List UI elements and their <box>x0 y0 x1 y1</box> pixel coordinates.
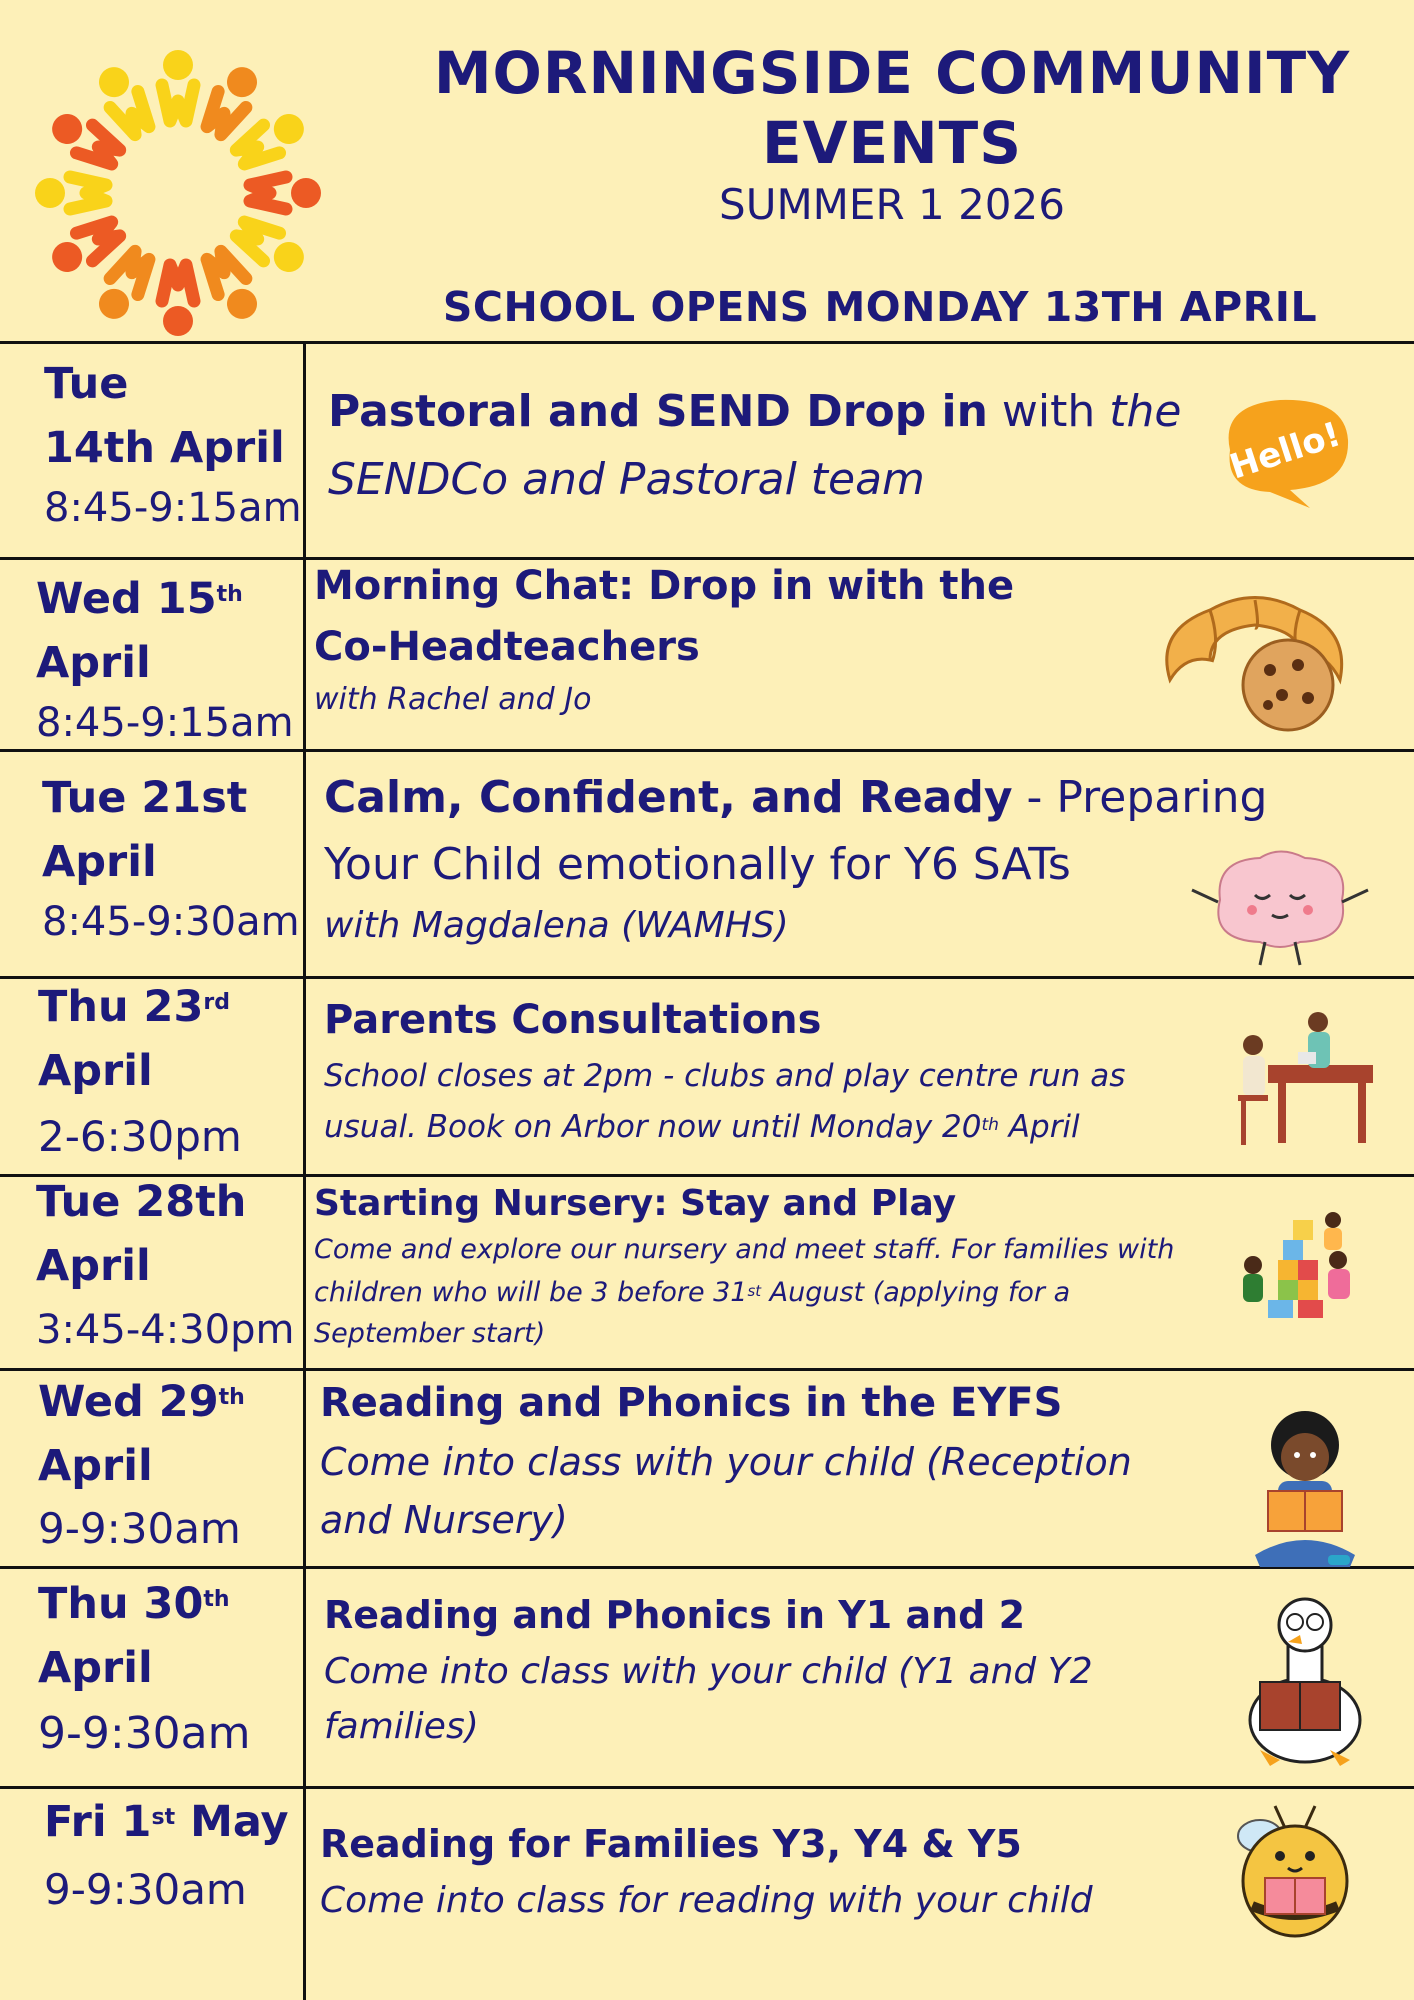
hello-speech-bubble-icon <box>1210 390 1360 510</box>
event-description-line-2: and Nursery) <box>320 1498 568 1542</box>
event-title: Reading and Phonics in the EYFS <box>320 1380 1063 1426</box>
event-time: 3:45-4:30pm <box>36 1307 295 1353</box>
event-description: with Magdalena (WAMHS) <box>324 905 789 946</box>
event-title-line-1: Morning Chat: Drop in with the <box>314 563 1015 609</box>
event-date <box>36 567 294 751</box>
event-date <box>44 352 302 536</box>
community-logo <box>28 38 328 338</box>
event-description-line-2: usual. Book on Arbor now until Monday 20th April <box>324 1109 1080 1145</box>
event-description-line-1: Come and explore our nursery and meet staff. For families with <box>314 1234 1175 1265</box>
goose-reading-icon <box>1240 1590 1370 1770</box>
parent-teacher-meeting-icon <box>1238 1010 1378 1150</box>
event-title-tail: with <box>987 386 1110 437</box>
event-day-date: April <box>36 638 151 688</box>
event-time: 2-6:30pm <box>38 1112 242 1161</box>
event-time: 9-9:30am <box>38 1708 251 1759</box>
event-day: Tue 21st <box>42 773 248 823</box>
row-divider <box>0 1786 1414 1789</box>
event-date <box>42 766 300 950</box>
event-title: Starting Nursery: Stay and Play <box>314 1183 957 1224</box>
event-date <box>44 1790 289 1926</box>
event-description-line-2: children who will be 3 before 31st August (applying for a <box>314 1277 1071 1308</box>
croissant-and-cookie-icon <box>1150 570 1360 740</box>
row-divider <box>0 1566 1414 1569</box>
event-details <box>324 1586 1224 1754</box>
event-day: Thu 30th <box>38 1579 230 1629</box>
event-day-date: April <box>36 1241 151 1291</box>
event-day: Tue 28th <box>36 1177 247 1227</box>
title-line-1: MORNINGSIDE COMMUNITY <box>433 39 1351 107</box>
event-time: 8:45-9:30am <box>42 899 300 945</box>
event-description-line-1: Come into class with your child (Y1 and Y2 <box>324 1651 1093 1692</box>
term-subtitle: SUMMER 1 2026 <box>719 180 1065 229</box>
event-time: 8:45-9:15am <box>44 485 302 531</box>
event-description: with Rachel and Jo <box>314 682 592 717</box>
event-description: Come into class for reading with your child <box>320 1880 1093 1921</box>
event-title-line-2: Co-Headteachers <box>314 624 700 670</box>
event-details <box>314 1180 1244 1354</box>
event-day: Fri 1st May <box>44 1797 289 1847</box>
school-opens-banner: SCHOOL OPENS MONDAY 13TH APRIL <box>442 283 1318 331</box>
event-title: Reading and Phonics in Y1 and 2 <box>324 1593 1026 1637</box>
event-details <box>320 1814 1220 1928</box>
title-line-2: EVENTS <box>761 109 1022 177</box>
event-date <box>38 1370 245 1560</box>
bee-reading-icon <box>1230 1796 1360 1946</box>
svg-text:Hello!: Hello! <box>1225 414 1346 488</box>
event-title: Calm, Confident, and Ready <box>324 772 1013 823</box>
event-description: SENDCo and Pastoral team <box>328 454 925 505</box>
event-title: Parents Consultations <box>324 997 822 1043</box>
boy-reading-icon <box>1250 1405 1360 1570</box>
event-title-line-2: Your Child emotionally for Y6 SATs <box>324 839 1071 890</box>
event-time: 9-9:30am <box>38 1504 241 1553</box>
page-title <box>400 38 1384 178</box>
event-day-date: 14th April <box>44 423 285 473</box>
event-day: Wed 15th <box>36 574 243 624</box>
row-divider <box>0 341 1414 344</box>
event-title-italic: the <box>1109 386 1182 437</box>
event-title: Reading for Families Y3, Y4 & Y5 <box>320 1822 1022 1866</box>
event-title-tail: - Preparing <box>1012 772 1268 823</box>
event-details <box>320 1374 1220 1548</box>
header <box>0 0 1414 343</box>
event-time: 8:45-9:15am <box>36 700 294 746</box>
event-title: Pastoral and SEND Drop in <box>328 386 988 437</box>
event-day: Tue <box>44 359 129 409</box>
event-day: Thu 23rd <box>38 982 230 1032</box>
event-details <box>324 764 1284 954</box>
event-day-date: April <box>38 1643 153 1693</box>
event-details <box>324 990 1224 1152</box>
event-day-date: April <box>38 1046 153 1096</box>
event-day-date: April <box>42 837 157 887</box>
children-playing-blocks-icon <box>1238 1210 1368 1320</box>
event-description-line-3: September start) <box>314 1318 546 1349</box>
event-description-line-1: School closes at 2pm - clubs and play centre run as <box>324 1058 1126 1094</box>
event-description-line-2: families) <box>324 1706 479 1747</box>
event-day-date: April <box>38 1441 153 1491</box>
calm-brain-icon <box>1180 840 1380 970</box>
event-date <box>38 975 242 1171</box>
event-time: 9-9:30am <box>44 1865 247 1914</box>
event-description-line-1: Come into class with your child (Reception <box>320 1440 1132 1484</box>
event-date <box>36 1170 294 1362</box>
column-divider <box>303 343 306 2000</box>
event-day: Wed 29th <box>38 1377 245 1427</box>
event-details <box>328 378 1228 514</box>
event-details <box>314 554 1114 724</box>
event-date <box>38 1572 251 1768</box>
